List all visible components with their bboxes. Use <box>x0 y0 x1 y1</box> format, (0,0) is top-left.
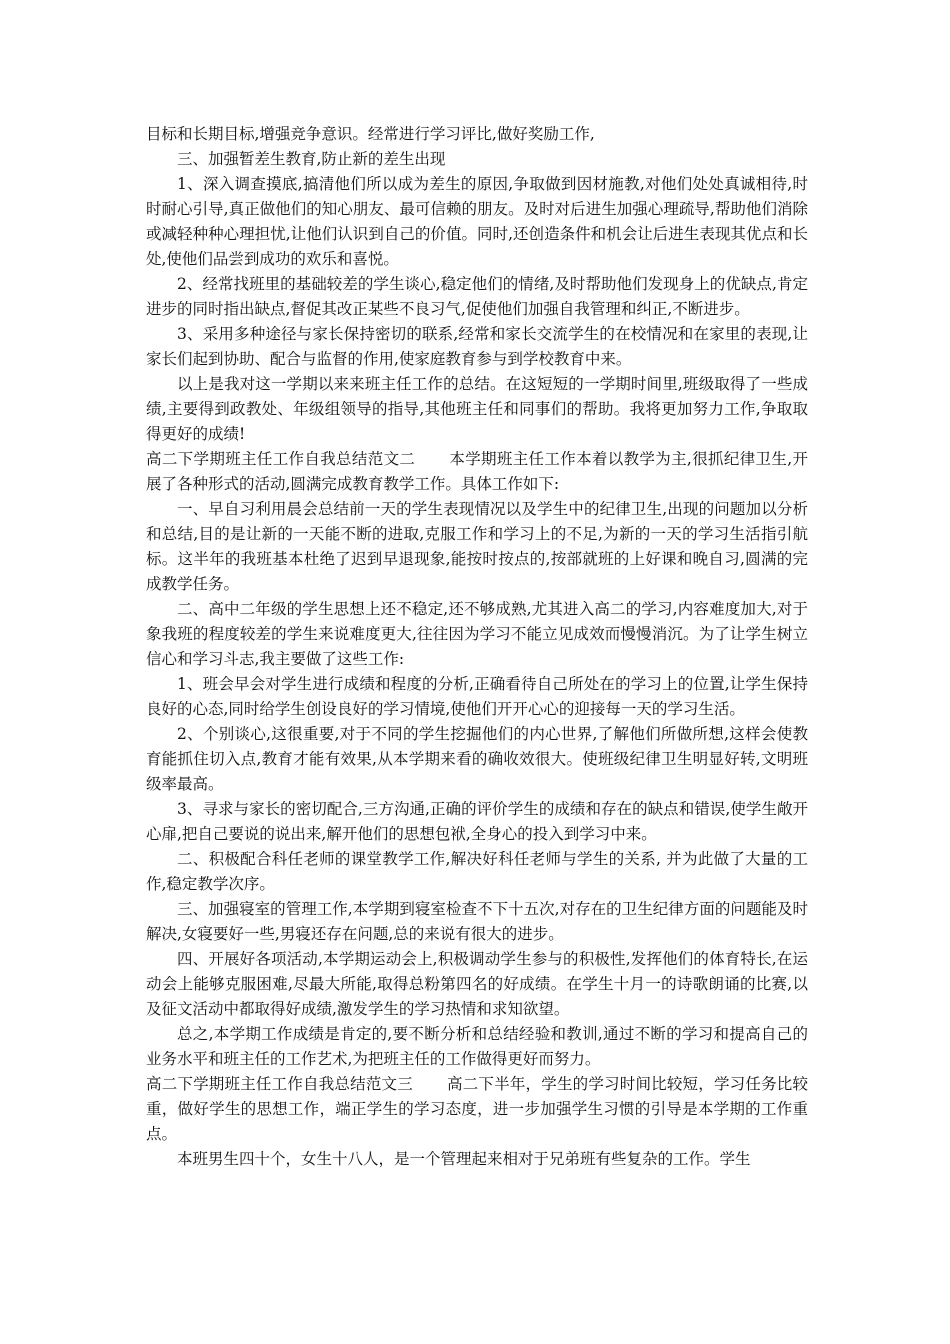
paragraph-individual-talks: 2、个别谈心,这很重要,对于不同的学生挖掘他们的内心世界,了解他们所做所想,这样会使教育能抓住切入点,教育才能有效果,从本学期来看的确收效很大。使班级纪律卫生明显好转,文明班级率最高。 <box>146 725 808 793</box>
sample-three-intro: 高二下半年，学生的学习时间比较短，学习任务比较重，做好学生的思想工作，端正学生的学习态度，进一步加强学生习惯的引导是本学期的工作重点。 <box>146 1075 808 1143</box>
paragraph-class-meeting: 1、班会早会对学生进行成绩和程度的分析,正确看待自己所处在的学习上的位置,让学生保持良好的心态,同时给学生创设良好的学习情境,使他们开开心心的迎接每一天的学习生活。 <box>146 675 808 718</box>
paragraph-grade-two-thinking: 二、高中二年级的学生思想上还不稳定,还不够成熟,尤其进入高二的学习,内容难度加大,对于象我班的程度较差的学生来说难度更大,往往因为学习不能立见成效而慢慢消沉。为了让学生树立信心和学习斗志,我主要做了这些工作: <box>146 600 808 668</box>
paragraph-class-composition: 本班男生四十个，女生十八人，是一个管理起来相对于兄弟班有些复杂的工作。学生 <box>177 1150 751 1168</box>
paragraph-conclusion-two: 总之,本学期工作成绩是肯定的,要不断分析和总结经验和教训,通过不断的学习和提高自己的业务水平和班主任的工作艺术,为把班主任的工作做得更好而努力。 <box>146 1025 808 1068</box>
paragraph-dormitory: 三、加强寝室的管理工作,本学期到寝室检查不下十五次,对存在的卫生纪律方面的问题能及时解决,女寝要好一些,男寝还存在问题,总的来说有很大的进步。 <box>146 900 808 943</box>
section-heading-poor-students: 三、加强暂差生教育,防止新的差生出现 <box>177 150 446 168</box>
paragraph-morning-study: 一、早自习利用晨会总结前一天的学生表现情况以及学生中的纪律卫生,出现的问题加以分析和总结,目的是让新的一天能不断的进取,克服工作和学习上的不足,为新的一天的学习生活指引航标。这半年的我班基本杜绝了迟到早退现象,能按时按点的,按部就班的上好课和晚自习,圆满的完成教学任务。 <box>146 500 808 593</box>
paragraph-teacher-cooperation: 二、积极配合科任老师的课堂教学工作,解决好科任老师与学生的关系, 并为此做了大量的工作,稳定教学次序。 <box>146 850 808 893</box>
paragraph-talk-with-students: 2、经常找班里的基础较差的学生谈心,稳定他们的情绪,及时帮助他们发现身上的优缺点,肯定进步的同时指出缺点,督促其改正某些不良习气,促使他们加强自我管理和纠正,不断进步。 <box>146 275 808 318</box>
paragraph-sample-three <box>146 1072 808 1147</box>
paragraph-activities: 四、开展好各项活动,本学期运动会上,积极调动学生参与的积极性,发挥他们的体育特长,在运动会上能够克服困难,尽最大所能,取得总粉第四名的好成绩。在学生十月一的诗歌朗诵的比赛,以及征文活动中都取得好成绩,激发学生的学习热情和求知欲望。 <box>146 950 808 1018</box>
document-page <box>146 122 808 1172</box>
paragraph-parent-cooperation: 3、寻求与家长的密切配合,三方沟通,正确的评价学生的成绩和存在的缺点和错误,使学生敞开心扉,把自己要说的说出来,解开他们的思想包袱,全身心的投入到学习中来。 <box>146 800 808 843</box>
sample-two-title: 高二下学期班主任工作自我总结范文二 <box>146 450 416 468</box>
paragraph-sample-two <box>146 447 808 497</box>
sample-two-intro: 本学期班主任工作本着以教学为主,很抓纪律卫生,开展了各种形式的活动,圆满完成教育教学工作。具体工作如下: <box>146 450 808 493</box>
paragraph-investigate: 1、深入调查摸底,搞清他们所以成为差生的原因,争取做到因材施教,对他们处处真诚相待,时时耐心引导,真正做他们的知心朋友、最可信赖的朋友。及时对后进生加强心理疏导,帮助他们消除或减轻种种心理担忧,让他们认识到自己的价值。同时,还创造条件和机会让后进生表现其优点和长处,使他们品尝到成功的欢乐和喜悦。 <box>146 175 808 268</box>
paragraph-goals-continuation: 目标和长期目标,增强竞争意识。经常进行学习评比,做好奖励工作, <box>146 125 595 143</box>
paragraph-parent-contact: 3、采用多种途径与家长保持密切的联系,经常和家长交流学生的在校情况和在家里的表现,让家长们起到协助、配合与监督的作用,使家庭教育参与到学校教育中来。 <box>146 325 808 368</box>
paragraph-summary-one: 以上是我对这一学期以来来班主任工作的总结。在这短短的一学期时间里,班级取得了一些成绩,主要得到政教处、年级组领导的指导,其他班主任和同事们的帮助。我将更加努力工作,争取取得更好的成绩! <box>146 375 808 443</box>
sample-three-title: 高二下学期班主任工作自我总结范文三 <box>146 1075 413 1093</box>
